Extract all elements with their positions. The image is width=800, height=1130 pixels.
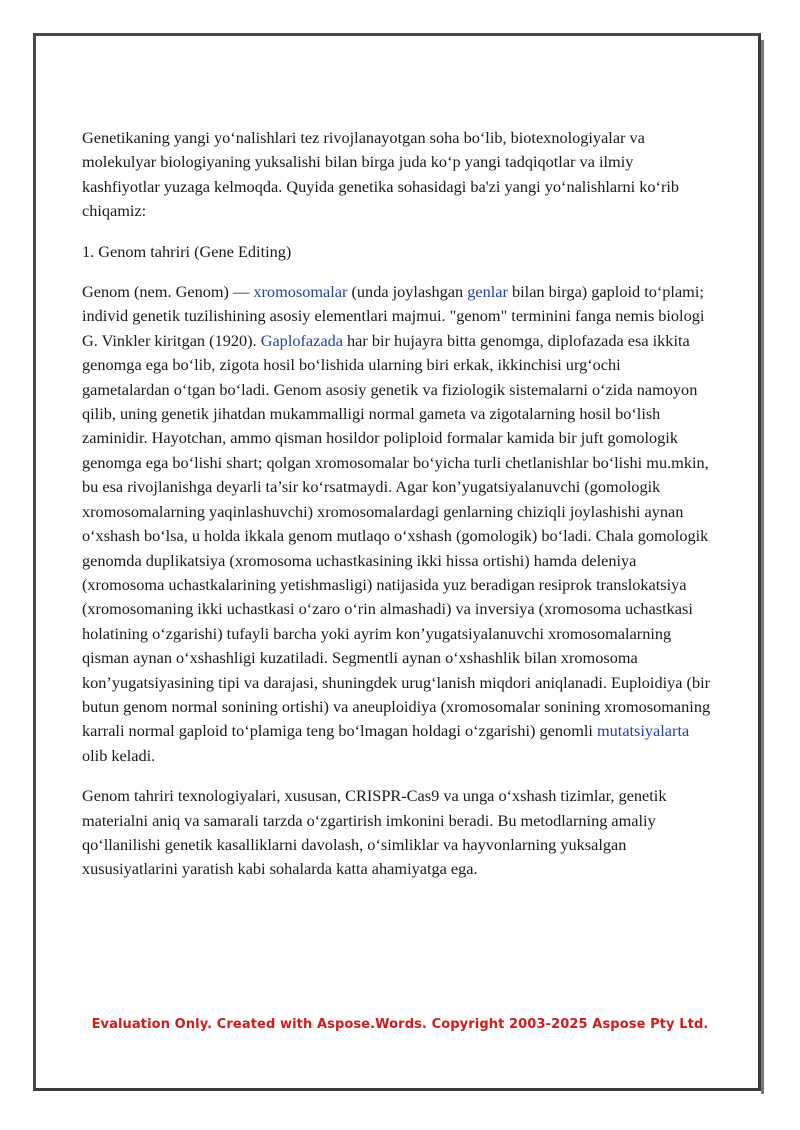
document-body [82, 126, 712, 898]
text-run: olib keladi. [82, 745, 156, 765]
section-heading: 1. Genom tahriri (Gene Editing) [82, 241, 292, 261]
link-gaplofazada[interactable]: Gaplofazada [260, 330, 343, 350]
link-mutatsiyalarta[interactable]: mutatsiyalarta [596, 721, 690, 741]
link-xromosomalar[interactable]: xromosomalar [253, 282, 348, 302]
evaluation-watermark: Evaluation Only. Created with Aspose.Words. Copyright 2003-2025 Aspose Pty Ltd. [91, 1017, 709, 1032]
genome-paragraph [82, 280, 712, 768]
intro-paragraph: Genetikaning yangi yo‘nalishlari tez rivojlanayotgan soha bo‘lib, biotexnologiyalar va molekulyar biologiyaning yuksalishi bilan birga juda ko‘p yangi tadqiqotlar va ilmiy kashfiyotlar yuzaga kelmoqda. Quyida genetika sohasidagi ba'zi yangi yo‘nalishlarni ko‘rib chiqamiz: [82, 128, 680, 221]
editing-paragraph: Genom tahriri texnologiyalari, xususan, CRISPR-Cas9 va unga o‘xshash tizimlar, genetik materialni aniq va samarali tarzda o‘zgartirish imkonini beradi. Bu metodlarning amaliy qo‘llanilishi genetik kasalliklarni davolash, o‘simliklar va hayvonlarning yuksalgan xususiyatlarini yaratish kabi sohalarda katta ahamiyatga ega. [82, 786, 667, 879]
text-run: bilan birga) gaploid to‘plami; individ genetik tuzilishining asosiy elementlari majmui. "genom" terminini fanga nemis biologi G. Vinkler kiritgan (1920). [82, 282, 705, 350]
text-run: (unda joylashgan [347, 282, 468, 302]
text-run: har bir hujayra bitta genomga, diplofazada esa ikkita genomga ega bo‘lib, zigota hosil bo‘lishida ularning biri erkak, ikkinchisi urg‘ochi gametalardan o‘tgan bo‘ladi. Genom asosiy genetik va fiziologik sistemalarni o‘zida namoyon qilib, uning genetik jihatdan mukammalligi normal gameta va zigotalarning hosil bo‘lish zaminidir. Hayotchan, ammo qisman hosildor poliploid formalar kamida bir juft gomologik genomga ega bo‘lishi shart; qolgan xromosomalar bo‘yicha turli chetlanishlar bo‘lishi mu.mkin, bu esa rivojlanishga deyarli ta’sir ko‘rsatmaydi. Agar kon’yugatsiyalanuvchi (gomologik xromosomalarning yaqinlashuvchi) xromosomalardagi genlarning chiziqli joylashishi aynan o‘xshash bo‘lsa, u holda ikkala genom mutlaqo o‘xshash (gomologik) bo‘ladi. Chala gomologik genomda duplikatsiya (xromosoma uchastkasining ikki hissa ortishi) hamda deleniya (xromosoma uchastkalarining yetishmasligi) natijasida yuz beradigan resiprok translokatsiya (xromosomaning ikki uchastkasi o‘zaro o‘rin almashadi) va inversiya (xromosoma uchastkasi holatining o‘zgarishi) tufayli barcha yoki ayrim kon’yugatsiyalanuvchi xromosomalarning qisman aynan o‘xshashligi kuzatiladi. Segmentli aynan o‘xshashlik bilan xromosoma kon’yugatsiyasining tipi va darajasi, shuningdek urug‘lanish miqdori aniqlanadi. Euploidiya (bir butun genom normal sonining ortishi) va aneuploidiya (xromosomalar sonining xromosomaning karrali normal gaploid to‘plamiga teng bo‘lmagan holdagi o‘zgarishi) genomli [82, 330, 711, 741]
link-genlar[interactable]: genlar [467, 282, 508, 302]
text-run: Genom (nem. Genom) — [82, 282, 254, 302]
